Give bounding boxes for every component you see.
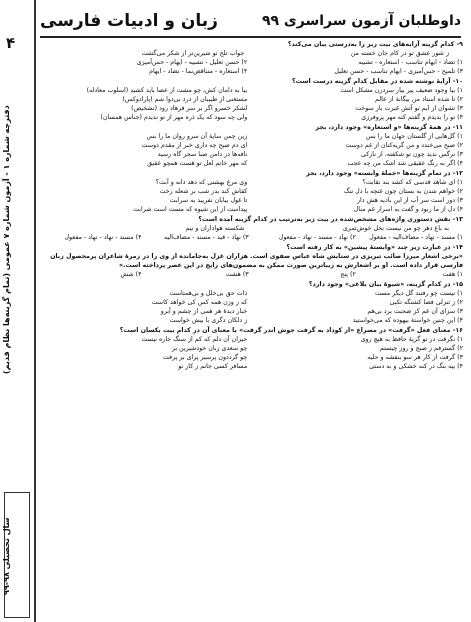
option-verse: کفاش کند بدر شب بر شعله رخت [159,188,248,195]
option[interactable]: ۳) تلمیح - حس‌آمیزی - ایهام تناسب - حسن تعلیل [334,68,463,75]
booklet-vertical-label: دفترچه شماره ۱ - آزمون شماره ۷ عمومی (تمام گزینه‌ها نظام قدیم) [2,105,11,375]
header-divider [40,36,461,38]
option-verse: بیا به دامان کش، چو مشت از عصا باید کشید (اسلوب معادله) [86,87,248,94]
option[interactable]: ۱) ای شاهد قدسی که کشد بند نقابت؟ [362,179,463,186]
question-stem: ۹- کدام گزینه آرایه‌های بیت زیر را به‌درستی بیان می‌کند؟ [287,41,463,48]
question-stem: ۱۴- در عبارت زیر چند «وابستهٔ پیشین» به کار رفته است؟ [286,244,463,251]
option[interactable]: ۳) دور است سر آب از این بادیه هش دار [356,197,463,204]
option-verse: مسافر کسی جانم ز کار تو [178,363,248,370]
option-verse: لشکر خسرو اگر بر سر فرهاد رود (تشخیص) [131,105,248,112]
verse-hemistich: به باغ دهر چو من نیست نخل خوش‌ثمری [342,225,449,232]
question-11 [40,123,463,168]
option-verse: خبار دیدهٔ هر همی از چشم و آبرو [160,308,248,315]
page-number: ۴ [6,34,16,52]
option[interactable]: ۲) ز تنزلی فضا کشتگه تکبی [389,299,463,306]
option[interactable]: ۱) مسند - نهاد - مضاف‌الیه - مفعول [369,234,463,241]
option[interactable]: ۴) مسند - نهاد - نهاد - مفعول [64,234,142,241]
question-9 [40,40,463,76]
option-verse: چو گرددون پرسیر پرای بر پرفت [162,354,248,361]
option[interactable]: ۱) گل‌هایی از گلستان جهان ما را بس [366,133,463,140]
option[interactable]: ۱) نیست چو رفتند گل دیگر مست [374,290,463,297]
option[interactable]: ۳) نرگس ندید چون تو شکفته، از نازکی [361,151,463,158]
option[interactable]: ۱) تضاد - ایهام تناسب - استعاره - تشبیه [358,59,463,66]
option[interactable]: ۴) بیه بنگ در کنه خشکی و به دستی [369,363,463,370]
option-verse: که مهر خاتم لعل تو هست همچو عقیق [147,160,248,167]
subject-title: زبان و ادبیات فارسی [40,11,218,31]
option-verse: ز دلکان دگری با بیش خواست [169,317,248,324]
option-verse: زین چمن سایهٔ آن سرو روان ما را بس [146,133,248,140]
question-13 [40,215,463,242]
option-verse: مستغنی از طبیبان از درد بی‌دوا شم (پارادوکس) [122,96,248,103]
question-14 [40,243,463,279]
question-stem: ۱۱- در همهٔ گزینه‌ها «و استعاره» وجود دارد، بجز [315,124,463,131]
option-verse: چو سعدی زبان خودشیرین بر [171,345,248,352]
verse-hemistich: ز شور عشق تو در کام جان خسته من [350,50,449,57]
question-stem: ۱۲- در تمام گزینه‌ها «جملهٔ وابسته» وجود دارد، بجز [306,170,463,177]
option-verse: نافه‌ها در دامن صبا سحر گاه رسید [157,151,248,158]
option-verse: ای دم صبح چه داری خبر از مقدم دوست [141,142,248,149]
option[interactable]: ۴) اگر به رنگ عقیقی شد اشک من چه عجب [347,160,463,167]
option[interactable]: ۲) خواهم شدن به بستان چون غنچه با دل تنگ [343,188,463,195]
verse-hemistich: شکسته هواداران و نیم [185,225,245,232]
question-stem: ۱۵- در کدام گزینه، «شیوهٔ بیان بلاغی» وجود دارد؟ [308,281,463,288]
question-stem: ۱۳- نقش دستوری واژه‌های مشخص‌شده در بیت زیر به‌ترتیب در کدام گزینه آمده است؟ [198,216,463,223]
verse-hemistich: جواب تلخ تو شیرین‌تر از شکر می‌گشت [141,50,245,57]
question-12 [40,169,463,214]
option-verse: ذات حق بی‌خلل و بی‌همتاست [169,290,248,297]
question-16 [40,326,463,371]
option[interactable]: ۴) این چنین خواستهٔ بیهوده که می‌خواستید [352,317,463,324]
academic-year-label: سال تحصیلی ۹۸-۹۹ [2,517,11,595]
option[interactable]: ۱) هفت [442,271,463,278]
option-verse: که ز وزن همه کس کی خواهد کاست [151,299,248,306]
question-stem: ۱۶- معنای فعل «گرفت» در مصراع «از کوداد به گرفت جوش اندر گرفت» با معنای آن در کدام بیت یکسان است؟ [119,327,463,334]
option[interactable]: ۳) تشوان از ایم تو آتش غیرت باز سوخت [355,105,463,112]
option[interactable]: ۲) گسترفم ز صبح و روز چیستم [379,345,463,352]
option[interactable]: ۳) نهاد - قید - مسند - مضاف‌الیه [164,234,249,241]
option[interactable]: ۳) سزای آن غم کز صحبت برد بی‌هم [367,308,463,315]
left-sidebar-band [0,0,36,622]
question-15 [40,280,463,325]
option-verse: تا غول بیابان نفریبد به سرابت [169,197,248,204]
option[interactable]: ۴) شش [120,271,142,278]
option[interactable]: ۴) دل از ما ربود و گفت به اسرار غم منال [353,206,463,213]
question-passage: «برخی اشعار میرزا صائب تبریزی در ستایش شاه عباس صفوی است. هزاران غزل به‌جامانده از وی را در زمرهٔ شاعران پرمحصول زبان فارسی قرار داده است. او بر اشعارش به زیباترین صورت ممکن به مضمون‌های رایج در این عصر پرداخته است.» [50,253,463,269]
option[interactable]: ۳) هشت [225,271,249,278]
option[interactable]: ۱) بیا وجود ضعیف پیر بیار سردرن مشکل است [340,87,463,94]
questions-column [40,40,463,618]
option[interactable]: ۲) پنج [340,271,356,278]
option-verse: حیران آن دلم که کم از سنگ خاره نیست [141,336,248,343]
option[interactable]: ۲) حسن تعلیل - تشبیه - ایهام - حس‌آمیزی [136,59,248,66]
option[interactable]: ۱) نگرفت در تو گریهٔ حافظ به هیچ روی [360,336,463,343]
option[interactable]: ۴) تو را بدیدم و گفتم کنه مهر پروفرزی [361,114,463,121]
option[interactable]: ۴) استعاره - متناقض‌نما - تضاد - ایهام [149,68,248,75]
option-verse: وی مرغ بهشتی که دهد دانه و آبت؟ [155,179,248,186]
question-10 [40,77,463,122]
option-verse: پیداست از این شیوه که مست است شرابت [133,206,248,213]
option[interactable]: ۲) تا شده استاد من بیگانهٔ از عالم [375,96,463,103]
option[interactable]: ۲) صبح می‌خندد و من گریه‌کنان از غم دوست [345,142,463,149]
option[interactable]: ۲) نهاد - مسند - نهاد - مفعول [278,234,356,241]
question-stem: ۱۰- آرایهٔ نوشته شده در مقابل کدام گزینه درست است؟ [291,78,463,85]
page-header [40,6,461,36]
option[interactable]: ۳) گرفت از کار هر سو بنفشه و حلیه [367,354,463,361]
option-verse: ولی چه سود که یک ذره مهر از تو ندیدم (جناس همسان) [100,114,248,121]
exam-subtitle: داوطلبان آزمون سراسری ۹۹ [261,13,461,29]
